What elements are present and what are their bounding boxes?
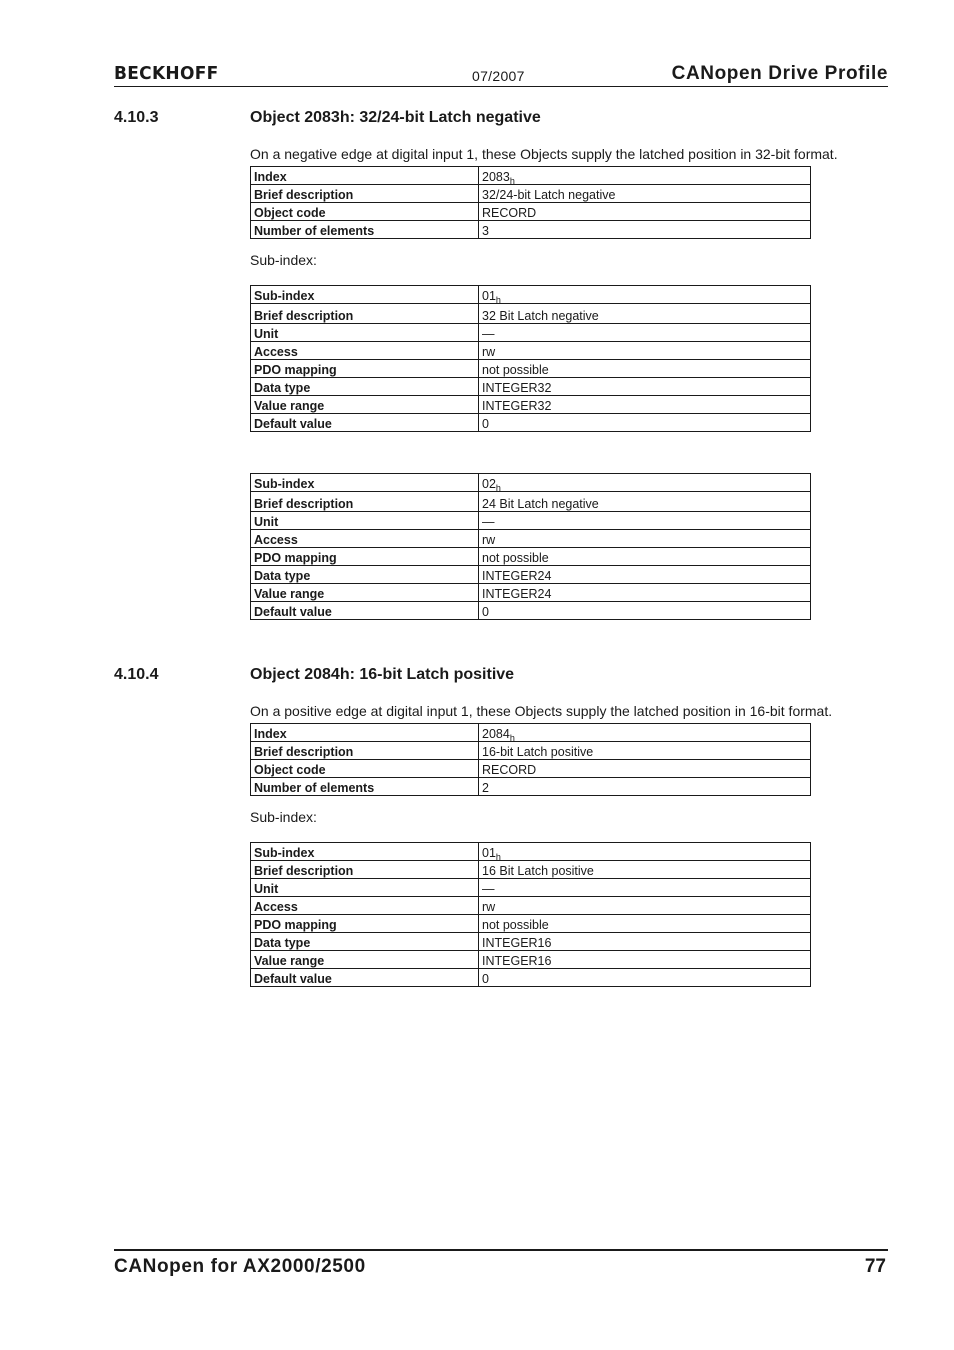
- subindex-table: [250, 285, 811, 432]
- row-value: 16 Bit Latch positive: [479, 861, 811, 879]
- table-row: [251, 396, 811, 414]
- table-row: [251, 414, 811, 432]
- table-row: [251, 304, 811, 324]
- page-number: 77: [864, 1256, 886, 1277]
- hex-suffix: h: [495, 483, 501, 493]
- row-key: PDO mapping: [251, 915, 479, 933]
- object-table: [250, 723, 811, 796]
- row-key: Unit: [251, 879, 479, 897]
- header-rule: [114, 86, 888, 87]
- row-value: RECORD: [479, 760, 811, 778]
- row-key: PDO mapping: [251, 548, 479, 566]
- table-row: [251, 724, 811, 742]
- table-row: [251, 342, 811, 360]
- row-value: INTEGER24: [479, 584, 811, 602]
- table-row: [251, 286, 811, 304]
- row-key: Object code: [251, 760, 479, 778]
- table-row: [251, 843, 811, 861]
- table-row: [251, 915, 811, 933]
- table-row: [251, 203, 811, 221]
- row-value: 24 Bit Latch negative: [479, 492, 811, 512]
- row-key: Unit: [251, 512, 479, 530]
- row-key: Value range: [251, 951, 479, 969]
- table-row: [251, 360, 811, 378]
- row-value: 0: [479, 414, 811, 432]
- row-value: —: [479, 512, 811, 530]
- row-key: Access: [251, 530, 479, 548]
- row-value: rw: [479, 342, 811, 360]
- row-value: 0: [479, 969, 811, 987]
- index-value: 2084: [482, 727, 510, 741]
- row-value: not possible: [479, 548, 811, 566]
- row-key: Value range: [251, 396, 479, 414]
- table-row: [251, 378, 811, 396]
- row-key: Data type: [251, 933, 479, 951]
- row-key: Data type: [251, 378, 479, 396]
- subindex-value: 01: [482, 289, 496, 303]
- table-row: [251, 861, 811, 879]
- section-number: 4.10.4: [114, 666, 159, 683]
- row-value: 2: [479, 778, 811, 796]
- row-value: 3: [479, 221, 811, 239]
- index-value: 2083: [482, 170, 510, 184]
- row-value: rw: [479, 530, 811, 548]
- object-table: [250, 166, 811, 239]
- document-date: 07/2007: [472, 68, 525, 84]
- table-row: [251, 584, 811, 602]
- table-row: [251, 185, 811, 203]
- row-value: 16-bit Latch positive: [479, 742, 811, 760]
- row-key: Index: [251, 724, 479, 742]
- table-row: [251, 933, 811, 951]
- row-key: Unit: [251, 324, 479, 342]
- subindex-table: [250, 473, 811, 620]
- row-key: Sub-index: [251, 286, 479, 304]
- row-value: —: [479, 879, 811, 897]
- section-title: Object 2083h: 32/24-bit Latch negative: [250, 109, 541, 126]
- table-row: [251, 879, 811, 897]
- row-value: 32 Bit Latch negative: [479, 304, 811, 324]
- row-key: Default value: [251, 969, 479, 987]
- row-value: INTEGER16: [479, 951, 811, 969]
- subindex-label: Sub-index:: [250, 252, 317, 268]
- section-intro: On a negative edge at digital input 1, these Objects supply the latched position in 32-bit format.: [250, 146, 838, 162]
- row-value: [479, 286, 811, 304]
- table-row: [251, 530, 811, 548]
- row-key: Value range: [251, 584, 479, 602]
- table-row: [251, 742, 811, 760]
- row-value: not possible: [479, 915, 811, 933]
- hex-suffix: h: [495, 295, 501, 305]
- row-value: RECORD: [479, 203, 811, 221]
- row-value: 0: [479, 602, 811, 620]
- row-value: 32/24-bit Latch negative: [479, 185, 811, 203]
- row-value: [479, 474, 811, 492]
- row-value: INTEGER32: [479, 396, 811, 414]
- hex-suffix: h: [509, 176, 515, 186]
- subindex-value: 01: [482, 846, 496, 860]
- table-row: [251, 324, 811, 342]
- table-row: [251, 167, 811, 185]
- table-row: [251, 760, 811, 778]
- row-key: Number of elements: [251, 221, 479, 239]
- row-key: Default value: [251, 414, 479, 432]
- section-title: Object 2084h: 16-bit Latch positive: [250, 666, 515, 683]
- table-row: [251, 492, 811, 512]
- row-key: Data type: [251, 566, 479, 584]
- row-value: [479, 843, 811, 861]
- row-key: Access: [251, 342, 479, 360]
- row-value: not possible: [479, 360, 811, 378]
- table-row: [251, 602, 811, 620]
- brand-logo: BECKHOFF: [114, 63, 219, 85]
- row-key: PDO mapping: [251, 360, 479, 378]
- subindex-label: Sub-index:: [250, 809, 317, 825]
- table-row: [251, 778, 811, 796]
- row-key: Brief description: [251, 304, 479, 324]
- row-value: [479, 167, 811, 185]
- row-key: Access: [251, 897, 479, 915]
- row-value: —: [479, 324, 811, 342]
- row-value: rw: [479, 897, 811, 915]
- row-value: INTEGER24: [479, 566, 811, 584]
- table-row: [251, 951, 811, 969]
- table-row: [251, 512, 811, 530]
- row-value: INTEGER16: [479, 933, 811, 951]
- table-row: [251, 969, 811, 987]
- hex-suffix: h: [495, 852, 501, 862]
- section-intro: On a positive edge at digital input 1, these Objects supply the latched position in 16-bit format.: [250, 703, 833, 719]
- footer-title: CANopen for AX2000/2500: [114, 1256, 366, 1277]
- section-number: 4.10.3: [114, 109, 159, 126]
- row-key: Sub-index: [251, 474, 479, 492]
- subindex-value: 02: [482, 477, 496, 491]
- row-key: Number of elements: [251, 778, 479, 796]
- table-row: [251, 897, 811, 915]
- document-title: CANopen Drive Profile: [671, 63, 888, 84]
- row-key: Brief description: [251, 492, 479, 512]
- row-key: Index: [251, 167, 479, 185]
- subindex-table: [250, 842, 811, 987]
- row-value: [479, 724, 811, 742]
- hex-suffix: h: [509, 733, 515, 743]
- row-key: Brief description: [251, 742, 479, 760]
- row-key: Object code: [251, 203, 479, 221]
- footer-rule: [114, 1249, 888, 1251]
- table-row: [251, 221, 811, 239]
- table-row: [251, 474, 811, 492]
- row-key: Brief description: [251, 185, 479, 203]
- row-key: Brief description: [251, 861, 479, 879]
- table-row: [251, 566, 811, 584]
- row-value: INTEGER32: [479, 378, 811, 396]
- table-row: [251, 548, 811, 566]
- row-key: Sub-index: [251, 843, 479, 861]
- row-key: Default value: [251, 602, 479, 620]
